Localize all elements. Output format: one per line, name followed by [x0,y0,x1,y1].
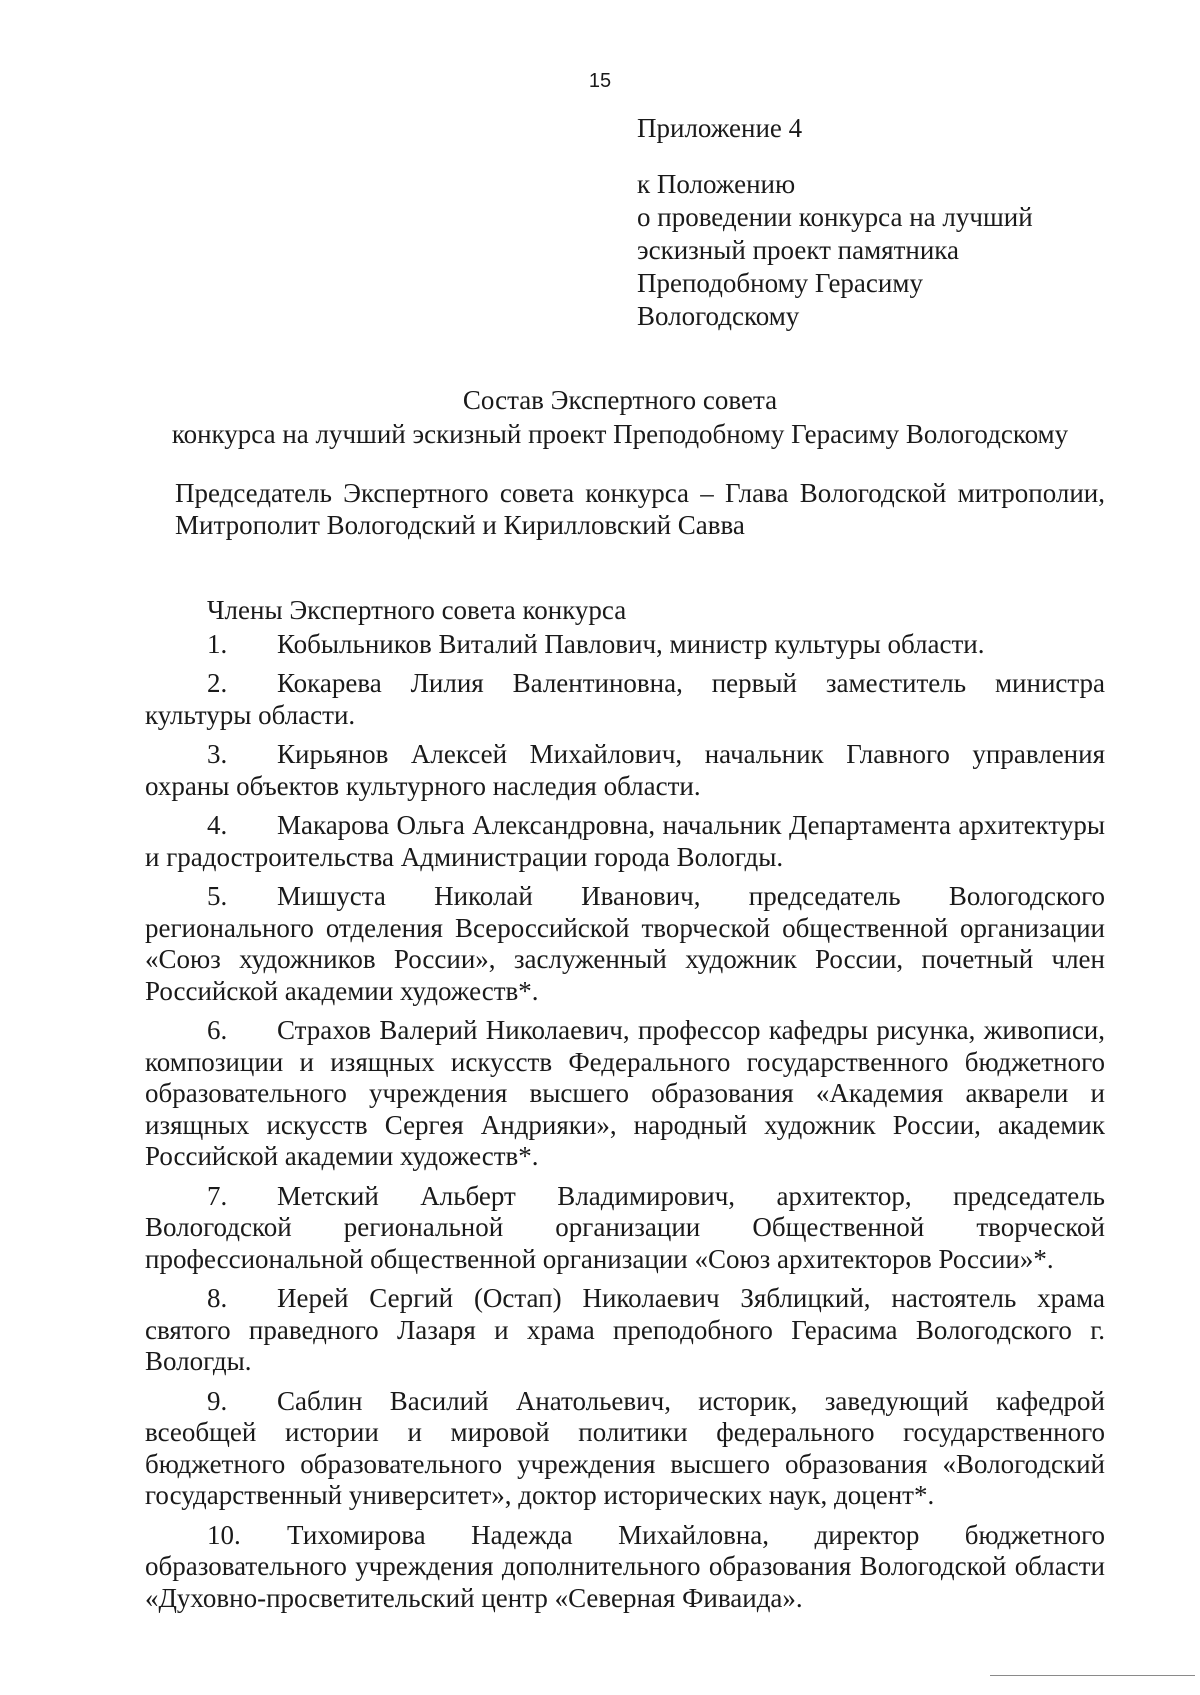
member-number: 2. [207,668,228,698]
member-item [145,881,1105,1007]
scan-edge-line [990,1675,1195,1678]
appendix-line: Вологодскому [637,301,800,331]
member-text: Саблин Василий Анатольевич, историк, заведующий кафедрой всеобщей истории и мировой политики федерального государственного бюджетного образовательного учреждения высшего образования «Вологодский государственный университет», доктор исторических наук, доцент*. [145,1385,1105,1510]
member-text: Метский Альберт Владимирович, архитектор, председатель Вологодской региональной организации Общественной творческой профессиональной общественной организации «Союз архитекторов России»*. [145,1180,1105,1274]
appendix-block [637,112,1137,333]
member-text: Кокарева Лилия Валентиновна, первый заместитель министра культуры области. [145,668,1105,730]
member-text: Мишуста Николай Иванович, председатель Вологодского регионального отделения Всероссийской творческой общественной организации «Союз художников России», заслуженный художник России, почетный член Российской академии художеств*. [145,881,1105,1006]
member-item [145,668,1105,731]
member-text: Кобыльников Виталий Павлович, министр культуры области. [277,628,985,659]
appendix-line: эскизный проект памятника [637,235,959,265]
member-text: Кирьянов Алексей Михайлович, начальник Главного управления охраны объектов культурного наследия области. [145,739,1105,801]
member-text: Макарова Ольга Александровна, начальник Департамента архитектуры и градостроительства Администрации города Вологды. [145,810,1105,872]
member-text: Тихомирова Надежда Михайловна, директор бюджетного образовательного учреждения дополнительного образования Вологодской области «Духовно-просветительский центр «Северная Фиваида». [145,1519,1105,1613]
member-number: 4. [207,810,228,840]
appendix-title: Приложение 4 [637,113,803,143]
heading-line-1: Состав Экспертного совета [462,385,778,415]
member-item [145,739,1105,802]
document-heading [120,383,1120,451]
member-number: 8. [207,1283,228,1313]
member-item [145,810,1105,873]
page-number: 15 [588,70,612,92]
appendix-line: о проведении конкурса на лучший [637,202,1033,232]
member-number: 10. [207,1519,241,1550]
chairman-paragraph: Председатель Экспертного совета конкурса – Глава Вологодской митрополии, Митрополит Вологодский и Кирилловский Савва [175,478,1105,540]
member-text: Страхов Валерий Николаевич, профессор кафедры рисунка, живописи, композиции и изящных искусств Федерального государственного бюджетного образовательного учреждения высшего образования «Академия акварели и изящных искусств Сергея Андрияки», народный художник России, академик Российской академии художеств*. [145,1015,1105,1171]
heading-line-2: конкурса на лучший эскизный проект Преподобному Герасиму Вологодскому [171,419,1069,449]
member-number: 9. [207,1385,228,1416]
member-number: 1. [207,628,228,659]
member-item [145,1386,1105,1512]
member-number: 3. [207,739,228,769]
member-item [145,1015,1105,1173]
members-heading: Члены Экспертного совета конкурса [207,595,627,625]
member-text: Иерей Сергий (Остап) Николаевич Зяблицкий, настоятель храма святого праведного Лазаря и храма преподобного Герасима Вологодского г. Вологды. [145,1283,1105,1376]
member-item [145,1520,1105,1615]
appendix-line: к Положению [637,169,796,199]
member-number: 5. [207,881,228,911]
document-body [145,478,1105,1622]
member-item [145,1283,1105,1378]
appendix-line: Преподобному Герасиму [637,268,923,298]
member-number: 7. [207,1180,228,1211]
member-item [145,1181,1105,1276]
member-number: 6. [207,1015,228,1045]
member-item [145,629,1105,661]
